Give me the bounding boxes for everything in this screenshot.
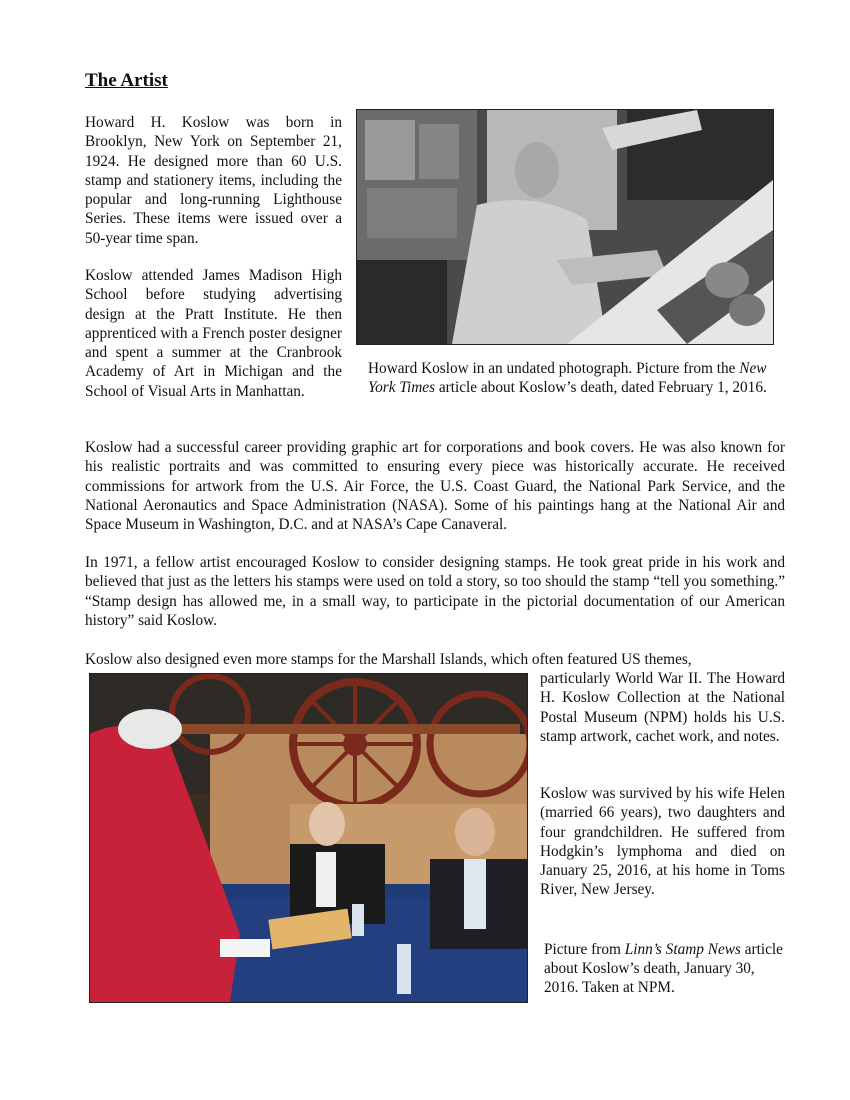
museum-signing-photo — [89, 673, 528, 1003]
paragraph-collection: particularly World War II. The Howard H. Koslow Collection at the National Postal Museum (NPM) holds his U.S. stamp artwork, cachet work, and notes. — [540, 670, 785, 745]
paragraph-marshall-intro: Koslow also designed even more stamps for the Marshall Islands, which often featured US themes, — [85, 651, 692, 668]
artist-photo — [356, 109, 774, 345]
publication-title: Linn’s Stamp News — [624, 941, 741, 958]
paragraph-career: Koslow had a successful career providing graphic art for corporations and book covers. He was also known for his realistic portraits and was committed to ensuring every piece was historically accurate. He received commissions for artwork from the U.S. Air Force, the U.S. Coast Guard, the National Park Service, and the National Aeronautics and Space Administration (NASA). Some of his paintings hang at the National Air and Space Museum in Washington, D.C. and at NASA’s Cape Canaveral. — [85, 439, 785, 534]
photo-caption-linns: Picture from Linn’s Stamp News article about Koslow’s death, January 30, 2016. Taken at NPM. — [544, 941, 783, 996]
publication-title: New York Times — [368, 360, 767, 396]
paragraph-birth: Howard H. Koslow was born in Brooklyn, New York on September 21, 1924. He designed more than 60 U.S. stamp and stationery items, including the popular and long-running Lighthouse Series. These items were issued over a 50-year time span. — [85, 114, 342, 247]
paragraph-education: Koslow attended James Madison High School before studying advertising design at the Pratt Institute. He then apprenticed with a French poster designer and spent a summer at the Cranbrook Academy of Art in Michigan and the School of Visual Arts in Manhattan. — [85, 267, 342, 400]
paragraph-stamps: In 1971, a fellow artist encouraged Koslow to consider designing stamps. He took great pride in his work and believed that just as the letters his stamps were used on told a story, so too should the stamp “tell you something.” “Stamp design has allowed me, in a small way, to participate in the pictorial documentation of our American history” said Koslow. — [85, 554, 785, 629]
section-heading: The Artist — [85, 70, 168, 91]
photo-caption-nyt: Howard Koslow in an undated photograph. Picture from the New York Times article about Koslow’s death, dated February 1, 2016. — [368, 360, 767, 396]
paragraph-survivors: Koslow was survived by his wife Helen (married 66 years), two daughters and four grandchildren. He suffered from Hodgkin’s lymphoma and died on January 25, 2016, at his home in Toms River, New Jersey. — [540, 785, 785, 899]
